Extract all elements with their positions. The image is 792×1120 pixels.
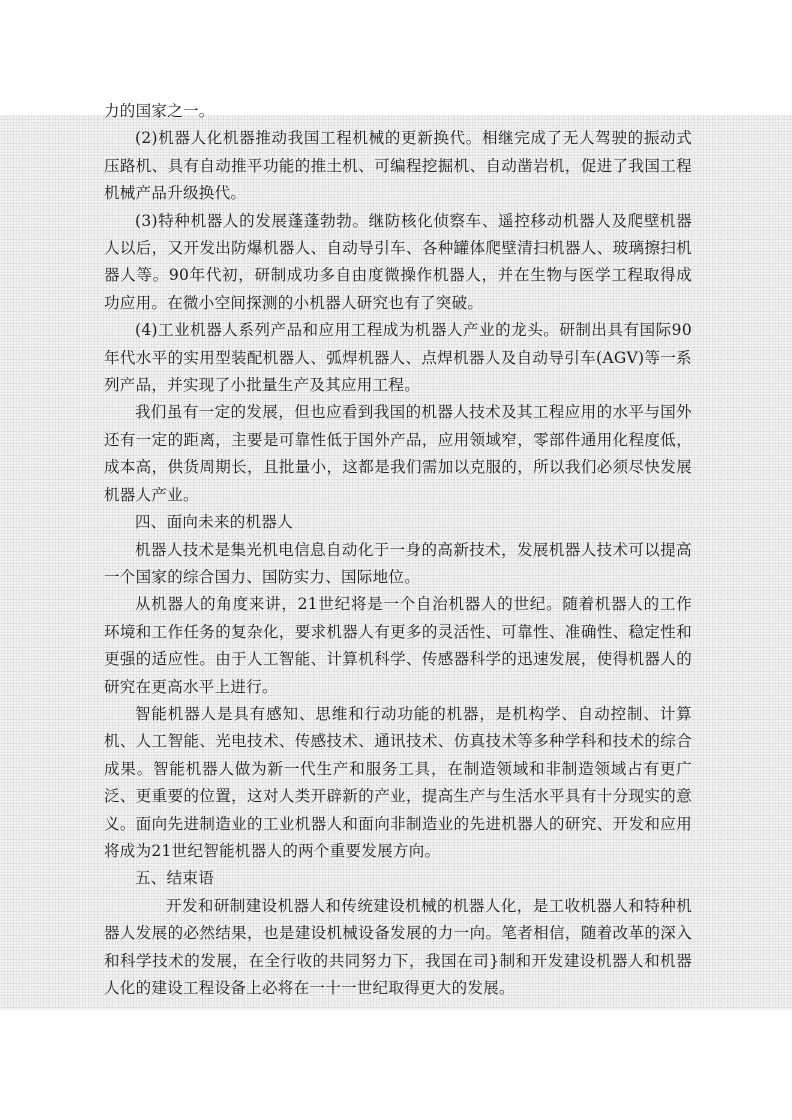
section-heading-future-robots: 四、面向未来的机器人 bbox=[135, 513, 294, 532]
paragraph-conclusion: 开发和研制建设机器人和传统建设机械的机器人化，是工收机器人和特种机器人发展的必然结果，也是建设机械设备发展的力一向。笔者相信，随着改革的深入和科学技术的发展，在全行收的共同努力下，我国在司}制和开发建设机器人和机器人化的建设工程设备上必将在一十一世纪取得更大的发展。 bbox=[104, 896, 692, 997]
paragraph-industrial-robots: (4)工业机器人系列产品和应用工程成为机器人产业的龙头。研制出具有国际90年代水平的实用型装配机器人、弧焊机器人、点焊机器人及自动导引车(AGV)等一系列产品，并实现了小批量生产及其应用工程。 bbox=[104, 321, 692, 395]
section-heading-conclusion: 五、结束语 bbox=[135, 869, 215, 888]
paragraph-continuation: 力的国家之一。 bbox=[104, 102, 215, 120]
paragraph-21st-century: 从机器人的角度来讲，21世纪将是一个自治机器人的世纪。随着机器人的工作环境和工作任务的复杂化，要求机器人有更多的灵活性、可靠性、准确性、稳定性和更强的适应性。由于人工智能、计算机科学、传感器科学的迅速发展，使得机器人的研究在更高水平上进行。 bbox=[104, 595, 692, 696]
document-body bbox=[104, 98, 692, 1002]
paragraph-intelligent-robots: 智能机器人是具有感知、思维和行动功能的机器，是机构学、自动控制、计算机、人工智能、光电技术、传感技术、通讯技术、仿真技术等多种学科和技术的综合成果。智能机器人做为新一代生产和服务工具，在制造领域和非制造领域占有更广泛、更重要的位置，这对人类开辟新的产业，提高生产与生活水平具有十分现实的意义。面向先进制造业的工业机器人和面向非制造业的先进机器人的研究、开发和应用将成为21世纪智能机器人的两个重要发展方向。 bbox=[104, 704, 692, 860]
paragraph-robot-technology: 机器人技术是集光机电信息自动化于一身的高新技术，发展机器人技术可以提高一个国家的综合国力、国防实力、国际地位。 bbox=[104, 540, 692, 586]
paragraph-gap-analysis: 我们虽有一定的发展，但也应看到我国的机器人技术及其工程应用的水平与国外还有一定的距离，主要是可靠性低于国外产品，应用领域窄，零部件通用化程度低，成本高，供货周期长，且批量小，这都是我们需加以克服的，所以我们必须尽快发展机器人产业。 bbox=[104, 403, 692, 504]
paragraph-construction-machinery: (2)机器人化机器推动我国工程机械的更新换代。相继完成了无人驾驶的振动式压路机、具有自动推平功能的推土机、可编程挖掘机、自动凿岩机，促进了我国工程机械产品升级换代。 bbox=[104, 129, 692, 203]
paragraph-special-robots: (3)特种机器人的发展蓬蓬勃勃。继防核化侦察车、遥控移动机器人及爬壁机器人以后，又开发出防爆机器人、自动导引车、各种罐体爬壁清扫机器人、玻璃擦扫机器人等。90年代初，研制成功多自由度微操作机器人，并在生物与医学工程取得成功应用。在微小空间探测的小机器人研究也有了突破。 bbox=[104, 211, 692, 312]
